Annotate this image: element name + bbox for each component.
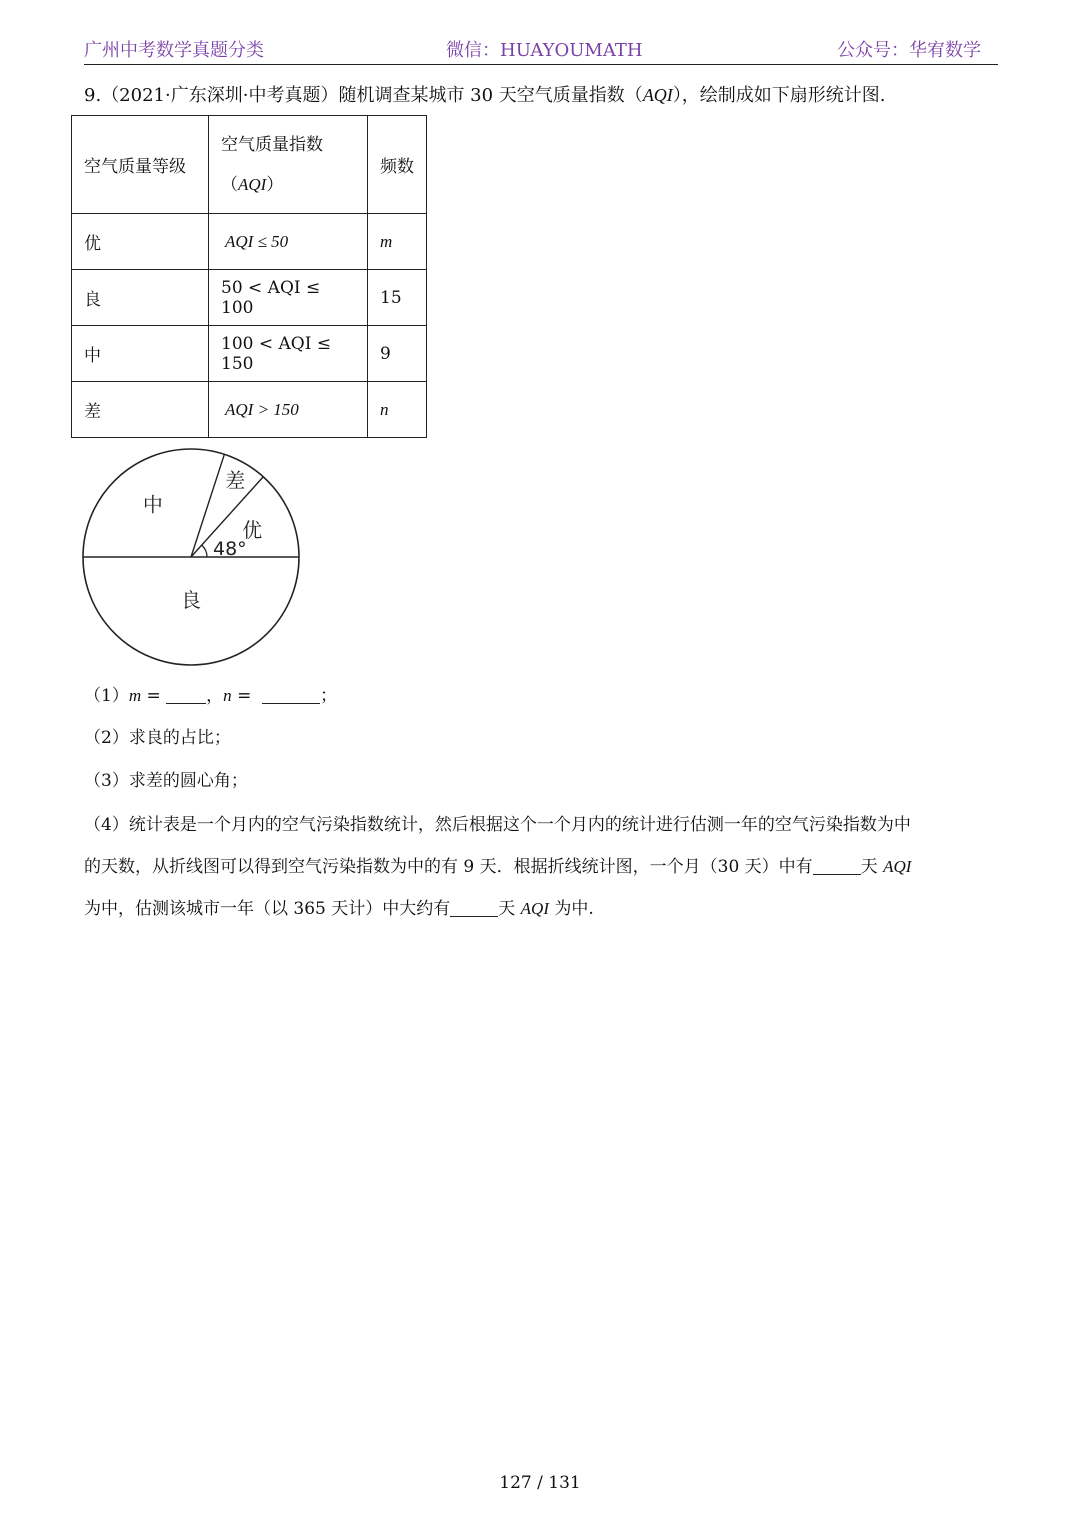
q1-eq2: =	[231, 686, 257, 706]
answer-blank-m[interactable]	[166, 685, 206, 704]
row-grade: 差	[72, 382, 209, 438]
header-index-line2	[221, 165, 355, 205]
paren-open: （	[221, 174, 238, 195]
header-grade: 空气质量等级	[72, 116, 209, 214]
pie-slice-label: 良	[181, 588, 201, 613]
header-index	[209, 116, 368, 214]
aqi-frequency-table	[71, 115, 427, 438]
question-1	[84, 681, 337, 706]
page-header	[84, 36, 998, 66]
question-text-before: 随机调查某城市 30 天空气质量指数（	[338, 85, 643, 106]
row-frequency: 15	[368, 270, 427, 326]
row-range: 50 < AQI ≤ 100	[209, 270, 368, 326]
question-title	[84, 81, 886, 107]
question-2: （2）求良的占比；	[84, 728, 231, 748]
freq-text: m	[380, 231, 393, 251]
row-frequency: 9	[368, 326, 427, 382]
q1-prefix: （1）	[84, 686, 129, 706]
row-frequency	[368, 214, 427, 270]
q4-line2-text: 的天数，从折线图可以得到空气污染指数为中的有 9 天．根据折线统计图，一个月（30 天）中有	[84, 857, 813, 877]
row-range	[209, 214, 368, 270]
range-text: AQI > 150	[225, 399, 299, 419]
question-4-line-2	[84, 852, 911, 877]
question-aqi: AQI	[642, 85, 673, 105]
table-row	[72, 214, 427, 270]
table-row	[72, 326, 427, 382]
question-4-line-1: （4）统计表是一个月内的空气污染指数统计，然后根据这个一个月内的统计进行估测一年的空气污染指数为中	[84, 815, 911, 835]
table-header-row	[72, 116, 427, 214]
question-3: （3）求差的圆心角；	[84, 771, 248, 791]
row-frequency	[368, 382, 427, 438]
q4-day-unit: 天	[860, 857, 878, 877]
header-frequency: 频数	[368, 116, 427, 214]
q4-aqi: AQI	[883, 857, 912, 876]
paren-close: ）	[266, 174, 284, 195]
pie-chart	[79, 447, 309, 673]
freq-text: n	[380, 399, 389, 419]
q1-eq: =	[141, 686, 167, 706]
row-grade: 优	[72, 214, 209, 270]
question-number: 9.	[84, 85, 102, 106]
q1-end: ；	[320, 686, 338, 706]
answer-blank-year[interactable]	[450, 898, 498, 917]
header-aqi-var: AQI	[238, 174, 267, 194]
row-grade: 中	[72, 326, 209, 382]
question-text-after: ），绘制成如下扇形统计图.	[672, 85, 886, 106]
q1-m: m	[128, 686, 142, 705]
header-public-account: 公众号：华宥数学	[837, 40, 981, 61]
range-text: AQI ≤ 50	[225, 231, 289, 251]
header-divider	[84, 64, 998, 65]
pie-slice-label: 优	[242, 517, 263, 542]
header-index-line1: 空气质量指数	[221, 134, 323, 155]
row-range: 100 < AQI ≤ 150	[209, 326, 368, 382]
q4-aqi-2: AQI	[520, 899, 549, 918]
question-4-line-3	[84, 894, 594, 919]
row-range	[209, 382, 368, 438]
header-left-title: 广州中考数学真题分类	[84, 40, 264, 61]
answer-blank-month[interactable]	[813, 856, 861, 875]
table-row	[72, 382, 427, 438]
answer-blank-n[interactable]	[262, 685, 320, 704]
q1-comma: ，	[206, 686, 224, 706]
q1-n: n	[223, 686, 232, 705]
q4-line3-end: 为中.	[554, 899, 594, 919]
row-grade: 良	[72, 270, 209, 326]
angle-label: 48°	[213, 538, 247, 560]
q4-day-unit-2: 天	[498, 899, 516, 919]
angle-arc	[202, 545, 207, 557]
header-wechat: 微信：HUAYOUMATH	[446, 40, 643, 61]
pie-slice-label: 差	[225, 468, 246, 493]
q4-line3-text: 为中，估测该城市一年（以 365 天计）中大约有	[84, 899, 451, 919]
pie-slice-label: 中	[142, 492, 163, 517]
question-source: （2021·广东深圳·中考真题）	[101, 85, 339, 106]
page-number: 127 / 131	[499, 1473, 581, 1493]
table-row	[72, 270, 427, 326]
